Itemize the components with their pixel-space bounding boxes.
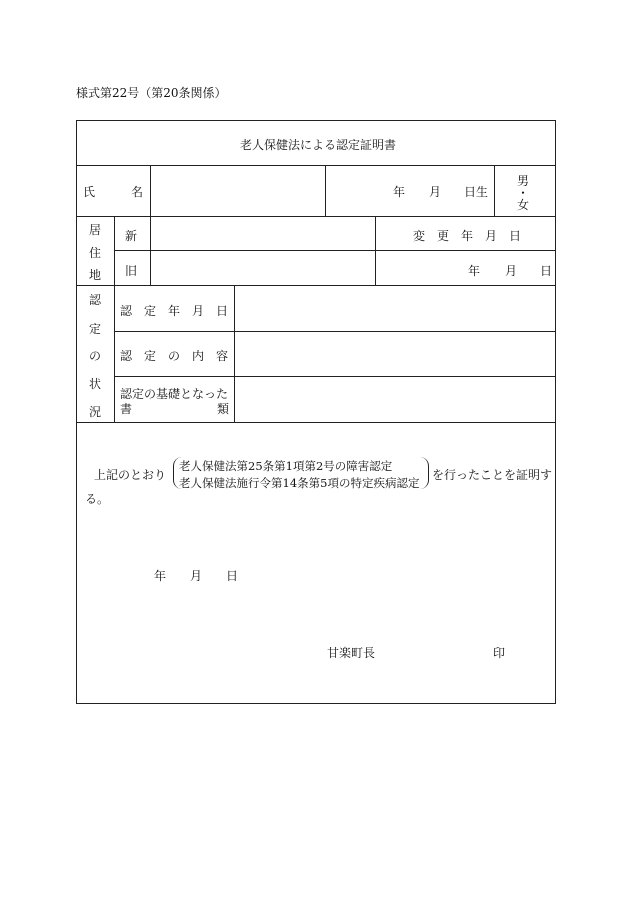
- divider: [150, 216, 151, 285]
- divider: [325, 165, 326, 216]
- statement-suffix: を行ったことを証明す: [432, 468, 553, 482]
- divider: [494, 165, 495, 216]
- divider: [375, 216, 376, 285]
- birth-year-label: 年: [393, 185, 406, 199]
- divider: [76, 216, 556, 217]
- status-label-1: 認: [89, 293, 102, 307]
- document-title: 老人保健法による認定証明書: [240, 138, 397, 152]
- sex-female: 女: [517, 198, 530, 212]
- issue-year-label: 年: [154, 569, 167, 583]
- basis-documents-label-1: 認定の基礎となった: [120, 387, 229, 401]
- divider: [150, 165, 151, 216]
- divider: [76, 422, 556, 423]
- status-label-2: 定: [89, 322, 102, 336]
- issue-month-label: 月: [190, 569, 203, 583]
- change-year-label: 年: [468, 264, 481, 278]
- change-date-label: 変 更 年 月 日: [413, 229, 522, 243]
- name-label-2: 名: [131, 185, 144, 199]
- statement-suffix-2: る。: [85, 492, 110, 506]
- residence-label-1: 居: [89, 223, 102, 237]
- divider: [114, 216, 115, 422]
- residence-new-label: 新: [125, 229, 138, 243]
- basis-documents-label-2a: 書: [120, 402, 133, 416]
- divider: [114, 331, 556, 332]
- change-day-label: 日: [540, 264, 553, 278]
- issue-day-label: 日: [226, 569, 239, 583]
- divider: [76, 165, 556, 166]
- certificate-frame: [76, 120, 556, 704]
- certification-content-label: 認 定 の 内 容: [120, 349, 229, 363]
- divider: [76, 285, 556, 286]
- birth-day-label: 日生: [464, 185, 489, 199]
- seal-mark: 印: [493, 646, 506, 660]
- divider: [114, 376, 556, 377]
- residence-label-2: 住: [89, 246, 102, 260]
- certification-date-label: 認 定 年 月 日: [120, 304, 229, 318]
- birth-month-label: 月: [429, 185, 442, 199]
- status-label-5: 況: [89, 405, 102, 419]
- statement-prefix: 上記のとおり: [94, 468, 167, 482]
- status-label-3: の: [89, 349, 102, 363]
- status-label-4: 状: [89, 377, 102, 391]
- divider: [234, 285, 235, 422]
- residence-old-label: 旧: [125, 264, 138, 278]
- sex-separator: ・: [517, 186, 530, 200]
- issuer-name: 甘楽町長: [327, 646, 376, 660]
- form-number: 様式第22号（第20条関係）: [76, 86, 227, 100]
- statement-option-1: 老人保健法第25条第1項第2号の障害認定: [179, 459, 393, 473]
- basis-documents-label-2b: 類: [217, 402, 230, 416]
- divider: [114, 250, 556, 251]
- residence-label-3: 地: [89, 268, 102, 282]
- change-month-label: 月: [505, 264, 518, 278]
- name-label-1: 氏: [83, 185, 96, 199]
- sex-male: 男: [517, 174, 530, 188]
- statement-option-2: 老人保健法施行令第14条第5項の特定疾病認定: [179, 476, 420, 490]
